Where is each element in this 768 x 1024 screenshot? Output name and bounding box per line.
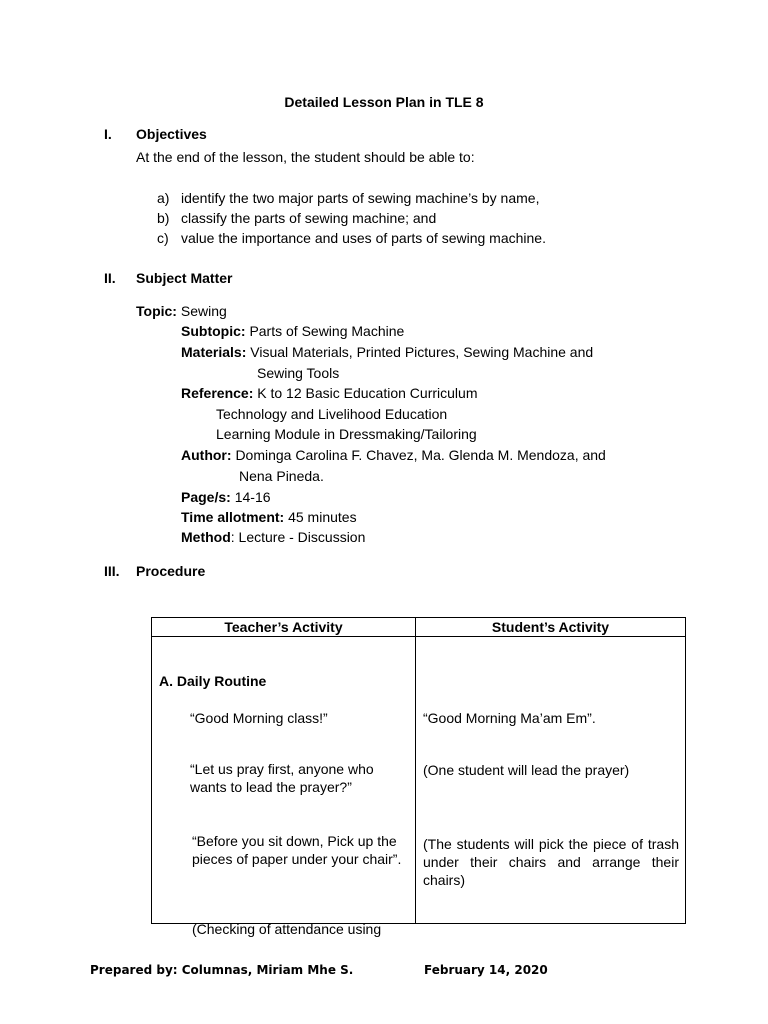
pages-value: 14-16 bbox=[234, 489, 271, 505]
document-title: Detailed Lesson Plan in TLE 8 bbox=[284, 94, 484, 110]
objective-item: value the importance and uses of parts of sewing machine. bbox=[181, 230, 546, 246]
section-heading-subject-matter: Subject Matter bbox=[136, 270, 233, 286]
student-activity-cell bbox=[416, 637, 686, 924]
pages-label: Page/s: bbox=[181, 489, 231, 505]
activity-table bbox=[151, 617, 686, 937]
objectives-intro: At the end of the lesson, the student should be able to: bbox=[136, 149, 475, 165]
reference-line bbox=[181, 383, 477, 403]
topic-value: Sewing bbox=[180, 303, 227, 319]
time-allotment-line bbox=[181, 507, 357, 527]
topic-label: Topic: bbox=[136, 303, 177, 319]
table-row bbox=[152, 637, 686, 924]
teacher-line: “Good Morning class!” bbox=[190, 710, 328, 726]
teacher-activity-header: Teacher’s Activity bbox=[152, 618, 416, 637]
section-numeral-objectives: I. bbox=[104, 126, 112, 142]
author-line bbox=[181, 445, 606, 465]
section-numeral-procedure: III. bbox=[104, 563, 120, 579]
teacher-line: “Let us pray first, anyone who wants to lead the prayer?” bbox=[190, 761, 374, 795]
topic-line bbox=[136, 301, 227, 321]
section-heading-procedure: Procedure bbox=[136, 563, 206, 579]
student-line: (The students will pick the piece of trash under their chairs and arrange their chairs) bbox=[423, 836, 679, 888]
materials-line bbox=[181, 342, 593, 362]
teacher-activity-cell bbox=[152, 637, 416, 937]
materials-label: Materials: bbox=[181, 344, 247, 360]
student-activity-header: Student’s Activity bbox=[416, 618, 686, 637]
materials-value-continued: Sewing Tools bbox=[257, 365, 340, 381]
table-header-row bbox=[152, 618, 686, 637]
objective-item: classify the parts of sewing machine; and bbox=[181, 210, 437, 226]
objective-letter: a) bbox=[157, 190, 170, 206]
footer-date: February 14, 2020 bbox=[424, 963, 548, 977]
student-line: “Good Morning Ma’am Em”. bbox=[423, 710, 596, 726]
reference-value-line-3: Learning Module in Dressmaking/Tailoring bbox=[216, 426, 477, 442]
objective-item: identify the two major parts of sewing machine’s by name, bbox=[181, 190, 540, 206]
teacher-line: (Checking of attendance using bbox=[192, 921, 382, 937]
reference-value-line-2: Technology and Livelihood Education bbox=[216, 406, 448, 422]
prepared-by: Prepared by: Columnas, Miriam Mhe S. bbox=[90, 963, 354, 977]
section-numeral-subject-matter: II. bbox=[104, 270, 116, 286]
pages-line bbox=[181, 487, 271, 507]
reference-value: K to 12 Basic Education Curriculum bbox=[257, 385, 478, 401]
subtopic-label: Subtopic: bbox=[181, 323, 246, 339]
objective-letter: b) bbox=[157, 210, 170, 226]
author-value: Dominga Carolina F. Chavez, Ma. Glenda M. Mendoza, and bbox=[235, 447, 606, 463]
author-label: Author: bbox=[181, 447, 232, 463]
subtopic-line bbox=[181, 321, 404, 341]
author-value-continued: Nena Pineda. bbox=[239, 468, 324, 484]
subtopic-value: Parts of Sewing Machine bbox=[249, 323, 405, 339]
time-allotment-value: 45 minutes bbox=[288, 509, 357, 525]
reference-label: Reference: bbox=[181, 385, 254, 401]
student-line: (One student will lead the prayer) bbox=[423, 762, 630, 778]
method-label: Method bbox=[181, 529, 231, 545]
section-heading-objectives: Objectives bbox=[136, 126, 207, 142]
objective-letter: c) bbox=[157, 230, 169, 246]
teacher-line: “Before you sit down, Pick up the pieces of paper under your chair”. bbox=[192, 833, 402, 867]
method-value: : Lecture - Discussion bbox=[230, 529, 366, 545]
time-allotment-label: Time allotment: bbox=[181, 509, 285, 525]
daily-routine-label: A. Daily Routine bbox=[159, 673, 267, 689]
method-line bbox=[181, 527, 365, 547]
materials-value: Visual Materials, Printed Pictures, Sewing Machine and bbox=[250, 344, 594, 360]
